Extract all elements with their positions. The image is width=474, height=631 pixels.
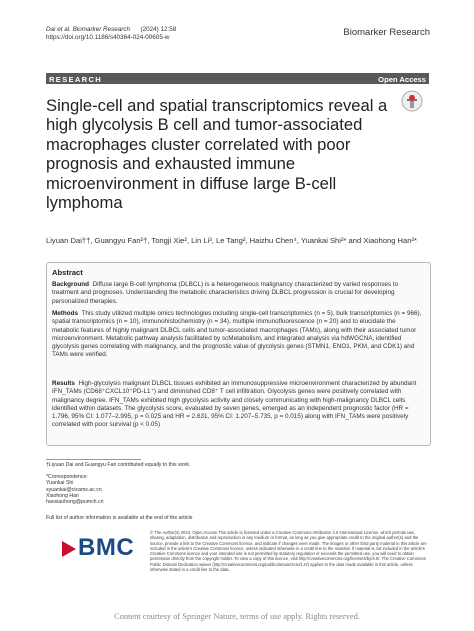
results-text: High-glycolysis malignant DLBCL tissues exhibited an immunosuppressive microenvironment characterized by abundant IFN_TAMs (CD68⁺CXCL10⁺PD-L1⁺) and diminished CD8⁺ T cell infiltration. Glycolysis genes were positively correlated with malignancy degree. IFN_TAMs exhibited high glycolysis activity and closely communicating with high-malignancy DLBCL cells identified within datasets. The glycolysis score, evaluated by seven genes, emerged as an independent prognostic factor (HR = 1.796, 95% CI: 1.077–2.995, p = 0.025 and HR = 2.631, 95% CI: 1.207–5.735, p = 0.015) along with IFN_TAMs were positively correlated with poor survival (p < 0.05) bbox=[52, 380, 417, 429]
correspondence-heading: *Correspondence: bbox=[46, 474, 88, 480]
doi-link[interactable]: https://doi.org/10.1186/s40364-024-00605-w bbox=[46, 34, 170, 41]
running-header bbox=[46, 26, 176, 42]
correspondence-block bbox=[46, 474, 103, 505]
crossmark-icon[interactable] bbox=[401, 90, 423, 112]
corresponding-author-2: Xiaohong Han bbox=[46, 492, 79, 499]
article-title: Single-cell and spatial transcriptomics reveal a high glycolysis B cell and tumor-associated macrophages cluster correlated with poor prognosis and exhausted immune microenvironment in diffuse large B-cell lymphoma bbox=[46, 96, 388, 213]
corresponding-email-1[interactable]: syuankai@cicams.ac.cn bbox=[46, 486, 102, 493]
footnote-divider bbox=[46, 459, 141, 460]
bmc-logo-icon bbox=[62, 541, 76, 557]
citation-line bbox=[46, 26, 176, 34]
abstract-box bbox=[46, 262, 431, 446]
corresponding-email-2[interactable]: hanxiaohong@pumch.cn bbox=[46, 499, 104, 506]
background-text: Diffuse large B-cell lymphoma (DLBCL) is a heterogeneous malignancy characterized by varied responses to treatment and prognoses. Understanding the metabolic characteristics driving DLBCL progression is crucial for developing personalized therapies. bbox=[52, 281, 399, 305]
author-list: Liyuan Dai††, Guangyu Fan²†, Tongji Xie², Lin Li³, Le Tang², Haizhu Chen⁴, Yuankai Shi²* and Xiaohong Han²* bbox=[46, 236, 417, 245]
abstract-results bbox=[52, 380, 424, 430]
citation-journal: Dai et al. Biomarker Research bbox=[46, 26, 130, 33]
author-info-note: Full list of author information is available at the end of the article bbox=[46, 515, 193, 521]
section-label: RESEARCH bbox=[49, 74, 103, 84]
corresponding-author-1: Yuankai Shi bbox=[46, 480, 74, 487]
license-statement: © The Author(s) 2024. Open Access This article is licensed under a Creative Commons Attribution 4.0 International License, which permits use, sharing, adaptation, distribution and reproduction in any medium or format, as long as you give appropriate credit to the original author(s) and the source, provide a link to the Creative Commons licence, and indicate if changes were made. The images or other third party material in this article are included in the article's Creative Commons licence, unless indicated otherwise in a credit line to the material. If material is not included in the article's Creative Commons licence and your intended use is not permitted by statutory regulation or exceeds the permitted use, you will need to obtain permission directly from the copyright holder. To view a copy of this licence, visit http://creativecommons.org/licenses/by/4.0/. The Creative Commons Public Domain Dedication waiver (http://creativecommons.org/publicdomain/zero/1.0/) applies to the data made available in this article, unless otherwise stated in a credit line to the data. bbox=[150, 530, 427, 573]
abstract-heading: Abstract bbox=[52, 268, 83, 277]
methods-label: Methods bbox=[52, 310, 79, 317]
citation-year: (2024) 12:58 bbox=[140, 26, 177, 33]
equal-contribution-note: †Liyuan Dai and Guangyu Fan contributed equally to this work. bbox=[46, 462, 191, 468]
results-label: Results bbox=[52, 380, 75, 387]
open-access-label: Open Access bbox=[378, 74, 426, 84]
bmc-logo-text: BMC bbox=[78, 534, 135, 561]
journal-name: Biomarker Research bbox=[343, 27, 430, 38]
abstract-methods bbox=[52, 310, 424, 360]
courtesy-footer: Content courtesy of Springer Nature, terms of use apply. Rights reserved. bbox=[114, 612, 360, 621]
methods-text: This study utilized multiple omics technologies including single-cell transcriptomics (n = 5), bulk transcriptomics (n = 966), spatial transcriptomics (n = 10), immunohistochemistry (n = 34), multiple immunofluorescence (n = 20) and to elucidate the metabolic features of highly malignant DLBCL cells and tumor-associated macrophages (TAMs), along with their associated tumor microenvironment. Metabolic pathway analysis facilitated by scMetabolism, and integrated analysis via hdWGCNA, identified glycolysis genes correlating with malignancy, and the prognostic value of glycolysis genes (STMN1, ENO1, PKM, and CDK1) and TAMs were verified. bbox=[52, 310, 422, 359]
abstract-background bbox=[52, 281, 424, 306]
background-label: Background bbox=[52, 281, 90, 288]
section-banner bbox=[46, 73, 429, 84]
